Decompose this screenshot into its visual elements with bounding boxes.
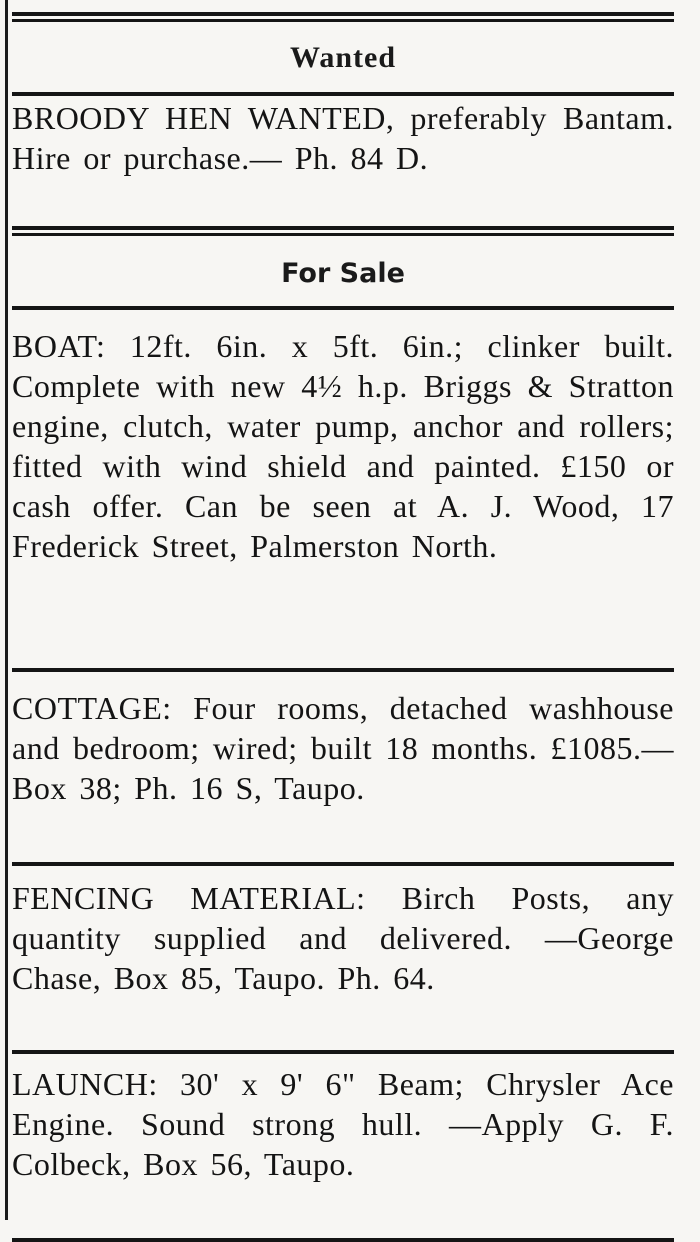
for-sale-heading: For Sale <box>281 258 405 289</box>
classifieds-column <box>12 0 674 1242</box>
top-double-rule <box>12 12 674 24</box>
column-left-rule <box>5 0 8 1220</box>
wanted-heading-rule <box>12 92 674 96</box>
ad-boat: BOAT: 12ft. 6in. x 5ft. 6in.; clinker built. Complete with new 4½ h.p. Briggs & Stratton engine, clutch, water pump, anchor and rollers; fitted with wind shield and painted. £150 or cash offer. Can be seen at A. J. Wood, 17 Frederick Street, Palmerston North. <box>12 328 674 564</box>
ad-fencing-material: FENCING MATERIAL: Birch Posts, any quantity supplied and delivered. —George Chase, Box 85, Taupo. Ph. 64. <box>12 880 674 996</box>
wanted-heading: Wanted <box>289 41 397 74</box>
ad-separator-rule <box>12 1050 674 1054</box>
ad-broody-hen: BROODY HEN WANTED, preferably Bantam. Hire or purchase.— Ph. 84 D. <box>12 100 674 176</box>
ad-launch: LAUNCH: 30' x 9' 6" Beam; Chrysler Ace Engine. Sound strong hull. —Apply G. F. Colbeck, Box 56, Taupo. <box>12 1066 674 1182</box>
section-double-rule <box>12 226 674 238</box>
ad-cottage: COTTAGE: Four rooms, detached washhouse and bedroom; wired; built 18 months. £1085.—Box 38; Ph. 16 S, Taupo. <box>12 690 674 806</box>
ad-separator-rule <box>12 668 674 672</box>
ad-separator-rule <box>12 862 674 866</box>
for-sale-heading-rule <box>12 306 674 310</box>
bottom-rule <box>12 1238 674 1242</box>
